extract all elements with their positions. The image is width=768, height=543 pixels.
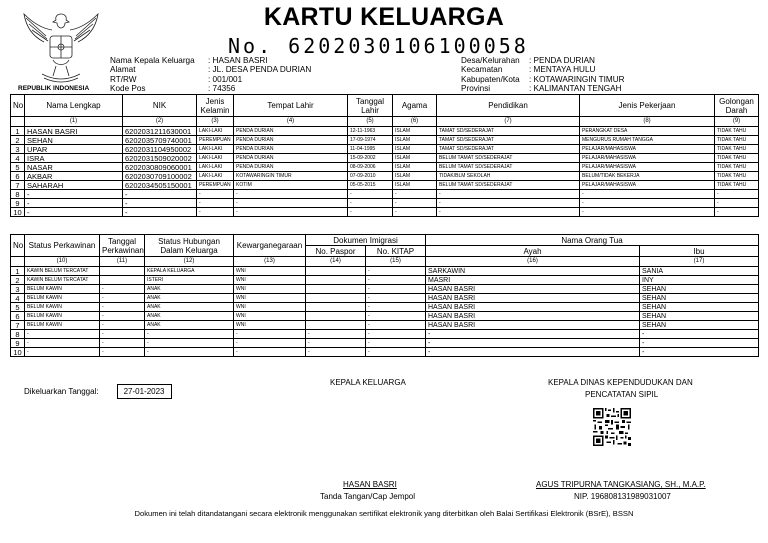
header-nama-lengkap: Nama Lengkap — [25, 95, 123, 117]
column-number: (6) — [393, 117, 437, 127]
cell-tanggal-perkawinan: - — [100, 330, 145, 339]
cell-no-kitap: - — [366, 348, 426, 357]
table-row — [11, 321, 759, 330]
cell-tempat-lahir: PENDA DURIAN — [234, 127, 348, 136]
cell-tempat-lahir: KOTIM — [234, 181, 348, 190]
cell-no: 2 — [11, 136, 25, 145]
cell-nik: 6202034505150001 — [123, 181, 197, 190]
cell-no: 1 — [11, 127, 25, 136]
table-row — [11, 127, 759, 136]
info-label: Kabupaten/Kota — [461, 74, 520, 84]
cell-tanggal-perkawinan — [100, 267, 145, 276]
cell-no: 7 — [11, 321, 25, 330]
cell-pendidikan: TAMAT SD/SEDERAJAT — [437, 136, 580, 145]
cell-golongan-darah: - — [715, 208, 759, 217]
family-members-table — [10, 94, 759, 217]
cell-no: 1 — [11, 267, 25, 276]
header-nik: NIK — [123, 95, 197, 117]
table-row — [11, 276, 759, 285]
cell-agama: ISLAM — [393, 136, 437, 145]
cell-status-perkawinan: BELUM KAWIN — [25, 312, 100, 321]
cell-no: 6 — [11, 312, 25, 321]
cell-no: 2 — [11, 276, 25, 285]
cell-nama-lengkap: UPAR — [25, 145, 123, 154]
table-row — [11, 199, 759, 208]
cell-nik: - — [123, 199, 197, 208]
cell-status-hubungan: ANAK — [145, 303, 234, 312]
cell-nama-lengkap: SEHAN — [25, 136, 123, 145]
cell-nik: 6202030709100002 — [123, 172, 197, 181]
cell-ibu: SEHAN — [640, 285, 759, 294]
head-signature-label: Tanda Tangan/Cap Jempol — [320, 492, 416, 501]
cell-tanggal-perkawinan: - — [100, 294, 145, 303]
cell-golongan-darah: TIDAK TAHU — [715, 136, 759, 145]
cell-ayah: HASAN BASRI — [426, 285, 640, 294]
cell-no-paspor — [306, 267, 366, 276]
cell-ayah: - — [426, 330, 640, 339]
cell-kewarganegaraan: - — [234, 348, 306, 357]
cell-no: 10 — [11, 348, 25, 357]
cell-tanggal-lahir: 08-09-2006 — [348, 163, 393, 172]
cell-kewarganegaraan: WNI — [234, 267, 306, 276]
cell-no: 4 — [11, 154, 25, 163]
cell-status-hubungan: - — [145, 330, 234, 339]
issued-label: Dikeluarkan Tanggal: — [24, 387, 99, 396]
cell-jenis-kelamin: - — [197, 199, 234, 208]
cell-nik: 6202031509020002 — [123, 154, 197, 163]
header-agama: Agama — [393, 95, 437, 117]
cell-no-kitap: - — [366, 312, 426, 321]
table-row — [11, 163, 759, 172]
info-label: Provinsi — [461, 84, 491, 94]
table-row — [11, 312, 759, 321]
cell-agama: - — [393, 199, 437, 208]
header-kewarganegaraan: Kewarganegaraan — [234, 235, 306, 257]
cell-no-kitap: - — [366, 321, 426, 330]
info-label: Alamat — [110, 65, 136, 75]
column-number: (11) — [100, 257, 145, 267]
column-number: (10) — [25, 257, 100, 267]
cell-pendidikan: BELUM TAMAT SD/SEDERAJAT — [437, 163, 580, 172]
info-value: : KOTAWARINGIN TIMUR — [529, 74, 625, 84]
cell-nama-lengkap: - — [25, 190, 123, 199]
info-label: Kode Pos — [110, 84, 146, 94]
cell-tanggal-lahir: 05-05-2015 — [348, 181, 393, 190]
cell-status-hubungan: ANAK — [145, 312, 234, 321]
cell-pendidikan: - — [437, 190, 580, 199]
info-value: : PENDA DURIAN — [529, 56, 595, 65]
cell-ayah: HASAN BASRI — [426, 303, 640, 312]
cell-tanggal-perkawinan: - — [100, 303, 145, 312]
header-no-kitap: No. KITAP — [366, 246, 426, 257]
number-prefix: No. — [228, 34, 274, 58]
cell-golongan-darah: TIDAK TAHU — [715, 172, 759, 181]
cell-ayah: - — [426, 348, 640, 357]
info-label: RT/RW — [110, 74, 137, 84]
cell-tanggal-perkawinan: - — [100, 321, 145, 330]
cell-golongan-darah: - — [715, 199, 759, 208]
column-number: (15) — [366, 257, 426, 267]
household-info-left — [110, 56, 311, 94]
cell-no-kitap: - — [366, 339, 426, 348]
cell-jenis-pekerjaan: - — [580, 199, 715, 208]
cell-ayah: SARKAWIN — [426, 267, 640, 276]
header-status-perkawinan: Status Perkawinan — [25, 235, 100, 257]
cell-ibu: SANIA — [640, 267, 759, 276]
cell-no-paspor: - — [306, 348, 366, 357]
cell-jenis-kelamin: - — [197, 208, 234, 217]
cell-status-perkawinan: - — [25, 330, 100, 339]
family-members-body — [11, 127, 759, 217]
info-value: : MENTAYA HULU — [529, 65, 596, 75]
column-number: (17) — [640, 257, 759, 267]
cell-no: 7 — [11, 181, 25, 190]
cell-no: 10 — [11, 208, 25, 217]
cell-status-perkawinan: BELUM KAWIN — [25, 321, 100, 330]
cell-ibu: SEHAN — [640, 294, 759, 303]
cell-agama: ISLAM — [393, 145, 437, 154]
cell-no: 9 — [11, 339, 25, 348]
cell-jenis-pekerjaan: BELUM/TIDAK BEKERJA — [580, 172, 715, 181]
cell-kewarganegaraan: WNI — [234, 276, 306, 285]
cell-status-perkawinan: BELUM KAWIN — [25, 285, 100, 294]
cell-status-hubungan: ANAK — [145, 321, 234, 330]
cell-tanggal-perkawinan: - — [100, 348, 145, 357]
cell-no-kitap: - — [366, 294, 426, 303]
table-row — [11, 208, 759, 217]
cell-ayah: HASAN BASRI — [426, 321, 640, 330]
header-no-paspor: No. Paspor — [306, 246, 366, 257]
header-pendidikan: Pendidikan — [437, 95, 580, 117]
cell-status-hubungan: - — [145, 339, 234, 348]
cell-jenis-pekerjaan: PELAJAR/MAHASISWA — [580, 145, 715, 154]
cell-jenis-pekerjaan: - — [580, 190, 715, 199]
cell-no: 5 — [11, 163, 25, 172]
cell-ayah: HASAN BASRI — [426, 294, 640, 303]
header-golongan-darah: Golongan Darah — [715, 95, 759, 117]
cell-tempat-lahir: KOTAWARINGIN TIMUR — [234, 172, 348, 181]
column-number: (8) — [580, 117, 715, 127]
info-label: Kecamatan — [461, 65, 503, 75]
cell-jenis-kelamin: LAKI-LAKI — [197, 145, 234, 154]
cell-no-paspor — [306, 303, 366, 312]
cell-jenis-kelamin: PEREMPUAN — [197, 181, 234, 190]
cell-no-paspor — [306, 294, 366, 303]
column-number-blank — [11, 117, 25, 127]
electronic-signature-disclaimer: Dokumen ini telah ditandatangani secara elektronik menggunakan sertifikat elektronik yang diterbitkan oleh Balai Sertifikasi Elektronik (BSrE), BSSN — [134, 509, 634, 518]
cell-tanggal-lahir: 07-09-2010 — [348, 172, 393, 181]
cell-status-perkawinan: - — [25, 339, 100, 348]
table-row — [11, 154, 759, 163]
family-status-table — [10, 234, 759, 357]
cell-status-hubungan: KEPALA KELUARGA — [145, 267, 234, 276]
table-row — [11, 190, 759, 199]
emblem-caption: REPUBLIK INDONESIA — [18, 85, 90, 92]
info-value: : KALIMANTAN TENGAH — [529, 84, 622, 94]
cell-jenis-pekerjaan: PELAJAR/MAHASISWA — [580, 163, 715, 172]
cell-status-hubungan: ANAK — [145, 294, 234, 303]
header-ayah: Ayah — [426, 246, 640, 257]
cell-jenis-kelamin: LAKI-LAKI — [197, 154, 234, 163]
cell-no-kitap: - — [366, 276, 426, 285]
cell-golongan-darah: TIDAK TAHU — [715, 163, 759, 172]
header-tanggal-perkawinan: Tanggal Perkawinan — [100, 235, 145, 257]
cell-agama: ISLAM — [393, 181, 437, 190]
cell-jenis-kelamin: - — [197, 190, 234, 199]
official-name: AGUS TRIPURNA TANGKASIANG, SH., M.A.P. — [536, 480, 706, 489]
table-row — [11, 303, 759, 312]
cell-tanggal-perkawinan: - — [100, 285, 145, 294]
cell-tanggal-lahir: 12-11-1963 — [348, 127, 393, 136]
cell-no-kitap: - — [366, 285, 426, 294]
cell-agama: - — [393, 208, 437, 217]
cell-no-kitap: - — [366, 267, 426, 276]
column-number: (5) — [348, 117, 393, 127]
cell-nama-lengkap: HASAN BASRI — [25, 127, 123, 136]
header-nama-orang-tua: Nama Orang Tua — [426, 235, 759, 246]
table-row — [11, 339, 759, 348]
cell-pendidikan: TAMAT SD/SEDERAJAT — [437, 127, 580, 136]
cell-jenis-pekerjaan: PELAJAR/MAHASISWA — [580, 181, 715, 190]
cell-no-kitap: - — [366, 330, 426, 339]
office-title-line2: PENCATATAN SIPIL — [585, 390, 659, 399]
cell-tanggal-lahir: - — [348, 199, 393, 208]
cell-ibu: SEHAN — [640, 321, 759, 330]
cell-status-perkawinan: BELUM KAWIN — [25, 294, 100, 303]
cell-golongan-darah: TIDAK TAHU — [715, 154, 759, 163]
official-nip: NIP. 196808131989031007 — [574, 492, 671, 501]
column-number: (12) — [145, 257, 234, 267]
info-value: : HASAN BASRI — [208, 56, 268, 65]
number-value: 6202030106100058 — [288, 34, 529, 58]
qr-code-icon — [593, 408, 631, 446]
column-number: (7) — [437, 117, 580, 127]
cell-agama: ISLAM — [393, 127, 437, 136]
header-dokumen-imigrasi: Dokumen Imigrasi — [306, 235, 426, 246]
cell-tanggal-lahir: 11-04-1995 — [348, 145, 393, 154]
table-row — [11, 285, 759, 294]
cell-no: 5 — [11, 303, 25, 312]
cell-tanggal-perkawinan: - — [100, 339, 145, 348]
cell-nama-lengkap: - — [25, 199, 123, 208]
family-status-body — [11, 267, 759, 357]
cell-nama-lengkap: AKBAR — [25, 172, 123, 181]
cell-no-paspor — [306, 321, 366, 330]
cell-status-perkawinan: - — [25, 348, 100, 357]
cell-jenis-pekerjaan: - — [580, 208, 715, 217]
table-row — [11, 330, 759, 339]
cell-nik: - — [123, 208, 197, 217]
table-row — [11, 172, 759, 181]
header-no: No — [11, 235, 25, 257]
cell-ibu: - — [640, 339, 759, 348]
column-number: (2) — [123, 117, 197, 127]
cell-nik: - — [123, 190, 197, 199]
cell-tempat-lahir: - — [234, 190, 348, 199]
cell-no: 8 — [11, 330, 25, 339]
column-number: (4) — [234, 117, 348, 127]
cell-tanggal-perkawinan: - — [100, 312, 145, 321]
header-no: No — [11, 95, 25, 117]
household-info-right — [461, 56, 625, 94]
cell-jenis-pekerjaan: PELAJAR/MAHASISWA — [580, 154, 715, 163]
cell-ibu: - — [640, 348, 759, 357]
table-row — [11, 348, 759, 357]
family-card-number — [228, 34, 529, 58]
document-title: KARTU KELUARGA — [263, 3, 505, 31]
column-number: (9) — [715, 117, 759, 127]
column-number: (1) — [25, 117, 123, 127]
cell-tanggal-perkawinan — [100, 276, 145, 285]
table-row — [11, 267, 759, 276]
header-tanggal-lahir: Tanggal Lahir — [348, 95, 393, 117]
cell-no: 6 — [11, 172, 25, 181]
cell-ayah: MASRI — [426, 276, 640, 285]
cell-jenis-pekerjaan: MENGURUS RUMAH TANGGA — [580, 136, 715, 145]
table-row — [11, 136, 759, 145]
cell-golongan-darah: TIDAK TAHU — [715, 127, 759, 136]
info-value: : JL. DESA PENDA DURIAN — [208, 65, 312, 75]
cell-tanggal-lahir: - — [348, 208, 393, 217]
issued-date: 27-01-2023 — [117, 384, 172, 399]
cell-ibu: SEHAN — [640, 303, 759, 312]
header-ibu: Ibu — [640, 246, 759, 257]
cell-nama-lengkap: - — [25, 208, 123, 217]
cell-ibu: SEHAN — [640, 312, 759, 321]
cell-no-paspor: - — [306, 339, 366, 348]
cell-nama-lengkap: NASAR — [25, 163, 123, 172]
cell-no: 3 — [11, 145, 25, 154]
cell-tempat-lahir: PENDA DURIAN — [234, 145, 348, 154]
header-tempat-lahir: Tempat Lahir — [234, 95, 348, 117]
issued-date-block — [24, 384, 172, 399]
cell-no-paspor — [306, 285, 366, 294]
column-number-blank — [11, 257, 25, 267]
cell-no-kitap: - — [366, 303, 426, 312]
cell-no: 9 — [11, 199, 25, 208]
cell-nama-lengkap: ISRA — [25, 154, 123, 163]
table-row — [11, 294, 759, 303]
cell-pendidikan: - — [437, 199, 580, 208]
cell-golongan-darah: TIDAK TAHU — [715, 181, 759, 190]
cell-pendidikan: BELUM TAMAT SD/SEDERAJAT — [437, 181, 580, 190]
cell-golongan-darah: TIDAK TAHU — [715, 145, 759, 154]
cell-kewarganegaraan: WNI — [234, 321, 306, 330]
cell-status-perkawinan: BELUM KAWIN — [25, 303, 100, 312]
cell-kewarganegaraan: - — [234, 330, 306, 339]
cell-status-hubungan: ANAK — [145, 285, 234, 294]
header-jenis-pekerjaan: Jenis Pekerjaan — [580, 95, 715, 117]
cell-no: 8 — [11, 190, 25, 199]
info-value: : 74356 — [208, 84, 236, 94]
cell-jenis-kelamin: PEREMPUAN — [197, 136, 234, 145]
cell-nik: 6202031104950002 — [123, 145, 197, 154]
cell-ayah: - — [426, 339, 640, 348]
cell-ayah: HASAN BASRI — [426, 312, 640, 321]
cell-status-perkawinan: KAWIN BELUM TERCATAT — [25, 276, 100, 285]
cell-jenis-kelamin: LAKI-LAKI — [197, 163, 234, 172]
cell-no-paspor — [306, 276, 366, 285]
cell-nik: 6202035709740001 — [123, 136, 197, 145]
cell-jenis-kelamin: LAKI-LAKI — [197, 172, 234, 181]
cell-tanggal-lahir: 17-09-1974 — [348, 136, 393, 145]
cell-no: 3 — [11, 285, 25, 294]
cell-kewarganegaraan: WNI — [234, 285, 306, 294]
header-jenis-kelamin: Jenis Kelamin — [197, 95, 234, 117]
column-number: (16) — [426, 257, 640, 267]
info-label: Nama Kepala Keluarga — [110, 56, 195, 65]
column-number: (13) — [234, 257, 306, 267]
office-title-line1: KEPALA DINAS KEPENDUDUKAN DAN — [548, 378, 693, 387]
table-row — [11, 181, 759, 190]
cell-kewarganegaraan: WNI — [234, 303, 306, 312]
cell-kewarganegaraan: - — [234, 339, 306, 348]
info-label: Desa/Kelurahan — [461, 56, 520, 65]
cell-kewarganegaraan: WNI — [234, 312, 306, 321]
header-status-hubungan: Status Hubungan Dalam Keluarga — [145, 235, 234, 257]
cell-pendidikan: TIDAK/BLM SEKOLAH — [437, 172, 580, 181]
cell-status-hubungan: ISTERI — [145, 276, 234, 285]
cell-status-hubungan: - — [145, 348, 234, 357]
cell-ibu: INY — [640, 276, 759, 285]
cell-agama: ISLAM — [393, 172, 437, 181]
cell-kewarganegaraan: WNI — [234, 294, 306, 303]
cell-jenis-pekerjaan: PERANGKAT DESA — [580, 127, 715, 136]
cell-nama-lengkap: SAHARAH — [25, 181, 123, 190]
info-value: : 001/001 — [208, 74, 243, 84]
cell-tempat-lahir: - — [234, 208, 348, 217]
cell-tempat-lahir: PENDA DURIAN — [234, 154, 348, 163]
cell-pendidikan: TAMAT SD/SEDERAJAT — [437, 145, 580, 154]
cell-agama: ISLAM — [393, 154, 437, 163]
cell-ibu: - — [640, 330, 759, 339]
cell-golongan-darah: - — [715, 190, 759, 199]
cell-jenis-kelamin: LAKI-LAKI — [197, 127, 234, 136]
cell-tempat-lahir: PENDA DURIAN — [234, 136, 348, 145]
cell-nik: 6202031211630001 — [123, 127, 197, 136]
cell-no: 4 — [11, 294, 25, 303]
cell-no-paspor: - — [306, 330, 366, 339]
cell-tanggal-lahir: - — [348, 190, 393, 199]
cell-tempat-lahir: - — [234, 199, 348, 208]
head-title: KEPALA KELUARGA — [330, 378, 406, 387]
cell-pendidikan: BELUM TAMAT SD/SEDERAJAT — [437, 154, 580, 163]
cell-agama: ISLAM — [393, 163, 437, 172]
cell-nik: 6202030809060001 — [123, 163, 197, 172]
cell-agama: - — [393, 190, 437, 199]
cell-tanggal-lahir: 15-09-2002 — [348, 154, 393, 163]
column-number: (3) — [197, 117, 234, 127]
cell-tempat-lahir: PENDA DURIAN — [234, 163, 348, 172]
column-number: (14) — [306, 257, 366, 267]
cell-pendidikan: - — [437, 208, 580, 217]
cell-status-perkawinan: KAWIN BELUM TERCATAT — [25, 267, 100, 276]
table-row — [11, 145, 759, 154]
cell-no-paspor — [306, 312, 366, 321]
head-name: HASAN BASRI — [343, 480, 397, 489]
